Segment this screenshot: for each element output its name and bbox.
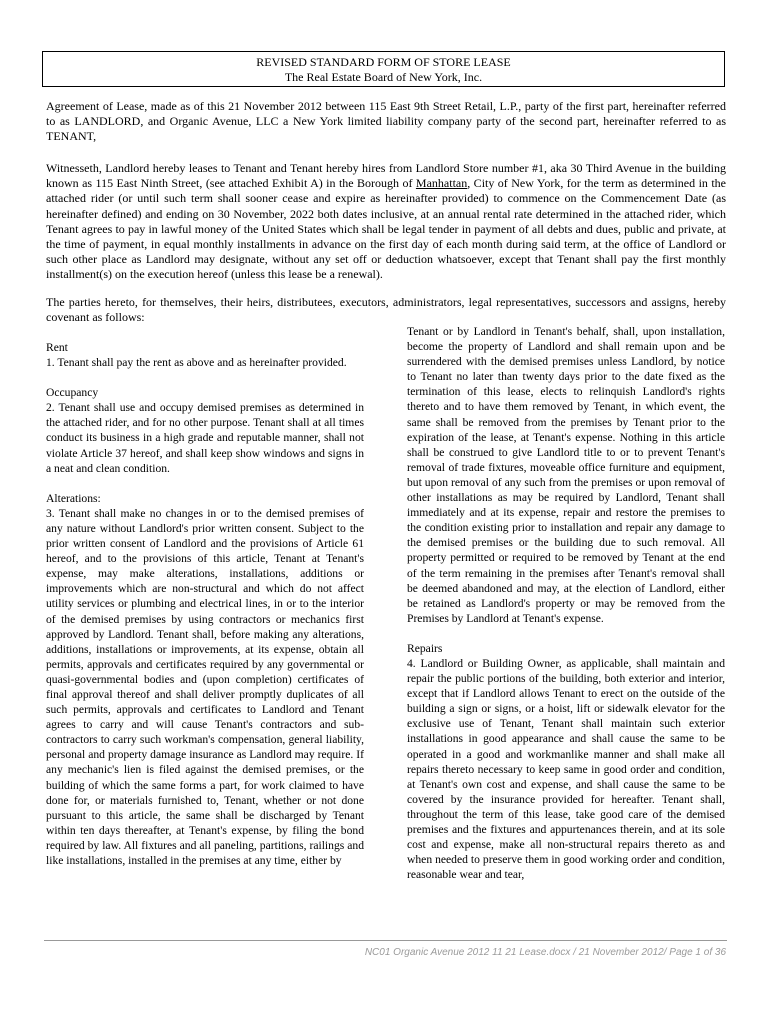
alterations-continuation: Tenant or by Landlord in Tenant's behalf, shall, upon installation, become the property of Landlord and shall remain upon and be surrendered with the demised premises unless Landlord, by notice to Tenant no later than twenty days prior to the date fixed as the termination of this lease, elects to relinquish Landlord's rights thereto and to have them removed by Tenant, in which event, the same shall be removed from the premises by Tenant prior to the expiration of the lease, at Tenant's expense. Nothing in this article shall be construed to give Landlord title to or to prevent Tenant's removal of trade fixtures, moveable office furniture and equipment, but upon removal of any such from the premises or upon removal of other installations as may be required by Landlord, Tenant shall immediately and at its expense, repair and restore the premises to the condition existing prior to installation and repair any damage to the demised premises or the building due to such removal. All property permitted or required to be removed by Tenant at the end of the term remaining in the premises after Tenant's removal shall be deemed abandoned and may, at the election of Landlord, either be retained as Landlord's property or may be removed from the Premises by Landlord at Tenant's expense. xyxy=(407,325,725,625)
alterations-clause: 3. Tenant shall make no changes in or to the demised premises of any nature without Landlord's prior written consent. Subject to the prior written consent of Landlord and the provisions of Article 61 hereof, and to the provisions of this article, Tenant at Tenant's expense, may make alterations, installations, additions or improvements which are non-structural and which do not affect utility services or plumbing and electrical lines, in or to the interior of the demised premises by using contractors or mechanics first approved by Landlord. Tenant shall, before making any alterations, additions, installations or improvements, at its expense, obtain all permits, approvals and certificates required by any governmental or quasi-governmental bodies and (upon completion) certificates of final approval thereof and shall deliver promptly duplicates of all such permits, approvals and certificates to Landlord and Tenant agrees to carry and will cause Tenant's contractors and sub-contractors to carry such workman's compensation, general liability, personal and property damage insurance as Landlord may require. If any mechanic's lien is filed against the demised premises, or the building of which the same forms a part, for work claimed to have done for, or materials furnished to, Tenant, whether or not done pursuant to this article, the same shall be discharged by Tenant within ten days thereafter, at Tenant's expense, by filing the bond required by law. All fixtures and all paneling, partitions, railings and like installations, installed in the premises at any time, either by xyxy=(46,506,364,867)
occupancy-heading: Occupancy xyxy=(46,386,99,400)
agreement-text: Agreement of Lease, made as of this 21 November 2012 between 115 East 9th Street Retail, L.P., party of the first part, hereinafter referred to as LANDLORD, and Organic Avenue, LLC a New York limited liability company party of the second part, hereinafter referred to as TENANT, xyxy=(46,99,726,144)
left-column xyxy=(46,340,364,868)
witnesseth-text-a: Witnesseth, Landlord hereby leases to Tenant and Tenant hereby hires from Landlord Store number #1, aka 30 Third Avenue in the building known as 115 East Ninth Street, (see attached Exhibit A) in the Borough of xyxy=(46,161,726,191)
right-column xyxy=(407,324,725,882)
occupancy-clause: 2. Tenant shall use and occupy demised premises as determined in the attached rider, and for no other purpose. Tenant shall at all times conduct its business in a high grade and reputable manner, shall not violate Article 37 hereof, and shall keep show windows and signs in a neat and clean condition. xyxy=(46,401,364,475)
repairs-heading: Repairs xyxy=(407,641,443,655)
parties-text: The parties hereto, for themselves, their heirs, distributees, executors, administrators, legal representatives, successors and assigns, hereby covenant as follows: xyxy=(46,295,726,325)
borough-name: Manhattan xyxy=(415,176,468,191)
witnesseth-paragraph xyxy=(46,161,726,283)
witnesseth-text xyxy=(46,161,726,283)
title-box xyxy=(42,51,725,87)
agreement-paragraph xyxy=(46,99,726,145)
page-footer: NC01 Organic Avenue 2012 11 21 Lease.docx / 21 November 2012/ Page 1 of 36 xyxy=(364,947,726,958)
parties-paragraph xyxy=(46,295,726,325)
alterations-heading: Alterations: xyxy=(46,491,101,505)
witnesseth-text-b: , City of New York, for the term as determined in the attached rider (or until such term shall sooner cease and expire as hereinafter provided) to commence on the Commencement Date (as hereinafter defined) and ending on 30 November, 2022 both dates inclusive, at an annual rental rate determined in the attached rider, which Tenant agrees to pay in lawful money of the United States which shall be legal tender in payment of all debts and dues, public and private, at the time of payment, in equal monthly installments in advance on the first day of each month during said term, at the office of Landlord or such other place as Landlord may designate, without any set off or deduction whatsoever, except that Tenant shall pay the first monthly installment(s) on the execution hereof (unless this lease be a renewal). xyxy=(46,176,726,282)
footer-divider xyxy=(44,940,727,941)
rent-clause: 1. Tenant shall pay the rent as above and as hereinafter provided. xyxy=(46,356,347,370)
document-subtitle: The Real Estate Board of New York, Inc. xyxy=(284,70,483,84)
repairs-clause: 4. Landlord or Building Owner, as applicable, shall maintain and repair the public portions of the building, both exterior and interior, except that if Landlord allows Tenant to erect on the outside of the building a sign or signs, or a hoist, lift or sidewalk elevator for the exclusive use of Tenant, Tenant shall maintain such exterior installations in good appearance and shall cause the same to be operated in a good and workmanlike manner and shall make all repairs thereto necessary to keep same in good order and condition, at Tenant's own cost and expense, and shall cause the same to be covered by the insurance provided for hereafter. Tenant shall, throughout the term of this lease, take good care of the demised premises and the fixtures and appurtenances therein, and at its sole cost and expense, make all non-structural repairs thereto as and when needed to preserve them in good working order and condition, reasonable wear and tear, xyxy=(407,656,725,882)
rent-heading: Rent xyxy=(46,341,68,354)
document-title: REVISED STANDARD FORM OF STORE LEASE xyxy=(256,55,511,69)
